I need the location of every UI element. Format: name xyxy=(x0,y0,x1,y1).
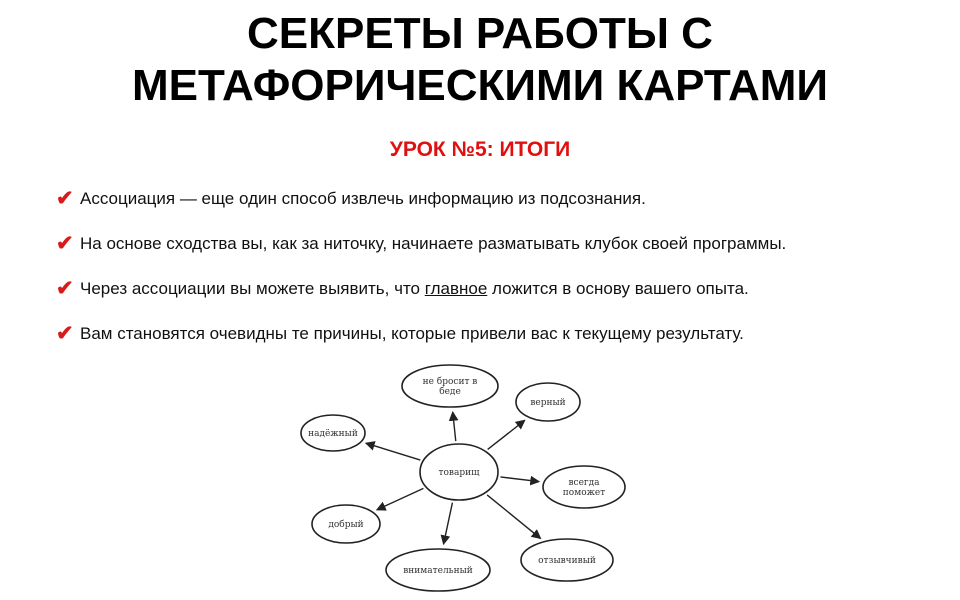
diagram-arrow xyxy=(366,443,421,460)
diagram-arrow xyxy=(500,477,539,482)
checkmark-icon: ✔ xyxy=(56,277,74,300)
diagram-node-label: отзывчивый xyxy=(538,556,596,566)
diagram-node xyxy=(402,365,498,407)
diagram-node xyxy=(301,415,365,451)
diagram-arrow xyxy=(488,420,525,449)
diagram-node xyxy=(543,466,625,508)
bullet-item xyxy=(56,276,936,321)
checkmark-icon: ✔ xyxy=(56,232,74,255)
bullet-text: Ассоциация — еще один способ извлечь информацию из подсознания. xyxy=(80,189,646,208)
diagram-node-label: беде xyxy=(439,387,461,397)
diagram-node xyxy=(386,549,490,591)
diagram-node-label: поможет xyxy=(562,488,606,498)
bullet-list xyxy=(56,186,936,366)
lesson-subtitle: УРОК №5: ИТОГИ xyxy=(389,138,571,161)
diagram-nodes xyxy=(301,365,625,591)
diagram-node-label: всегда xyxy=(568,478,600,488)
diagram-node-label: добрый xyxy=(328,520,364,530)
bullet-text: Вам становятся очевидны те причины, которые привели вас к текущему результату. xyxy=(80,324,744,343)
slide-title xyxy=(0,8,960,112)
diagram-arrow xyxy=(444,503,453,545)
diagram-node-label: внимательный xyxy=(403,566,473,576)
bullet-item xyxy=(56,186,936,231)
underlined-word: главное xyxy=(424,279,488,298)
diagram-arrow xyxy=(487,495,541,539)
bullet-text: На основе сходства вы, как за ниточку, начинаете разматывать клубок своей программы. xyxy=(80,234,787,253)
title-line-1: СЕКРЕТЫ РАБОТЫ С xyxy=(247,9,713,58)
bullet-text xyxy=(80,276,749,302)
diagram-center-node xyxy=(420,444,498,500)
bullet-text-before: Через ассоциации вы можете выявить, что xyxy=(80,279,425,298)
diagram-arrow xyxy=(377,488,424,509)
diagram-arrow xyxy=(453,412,456,441)
diagram-node-label: надёжный xyxy=(308,429,358,439)
checkmark-icon: ✔ xyxy=(56,322,74,345)
diagram-node xyxy=(516,383,580,421)
diagram-node xyxy=(312,505,380,543)
title-line-2: МЕТАФОРИЧЕСКИМИ КАРТАМИ xyxy=(131,61,829,110)
diagram-center-node-label: товарищ xyxy=(438,468,480,478)
bullet-text-after: ложится в основу вашего опыта. xyxy=(487,279,749,298)
association-diagram xyxy=(295,360,635,595)
diagram-node-label: верный xyxy=(530,398,566,408)
checkmark-icon: ✔ xyxy=(56,187,74,210)
diagram-node xyxy=(521,539,613,581)
bullet-item xyxy=(56,231,936,276)
diagram-node-label: не бросит в xyxy=(422,377,478,387)
